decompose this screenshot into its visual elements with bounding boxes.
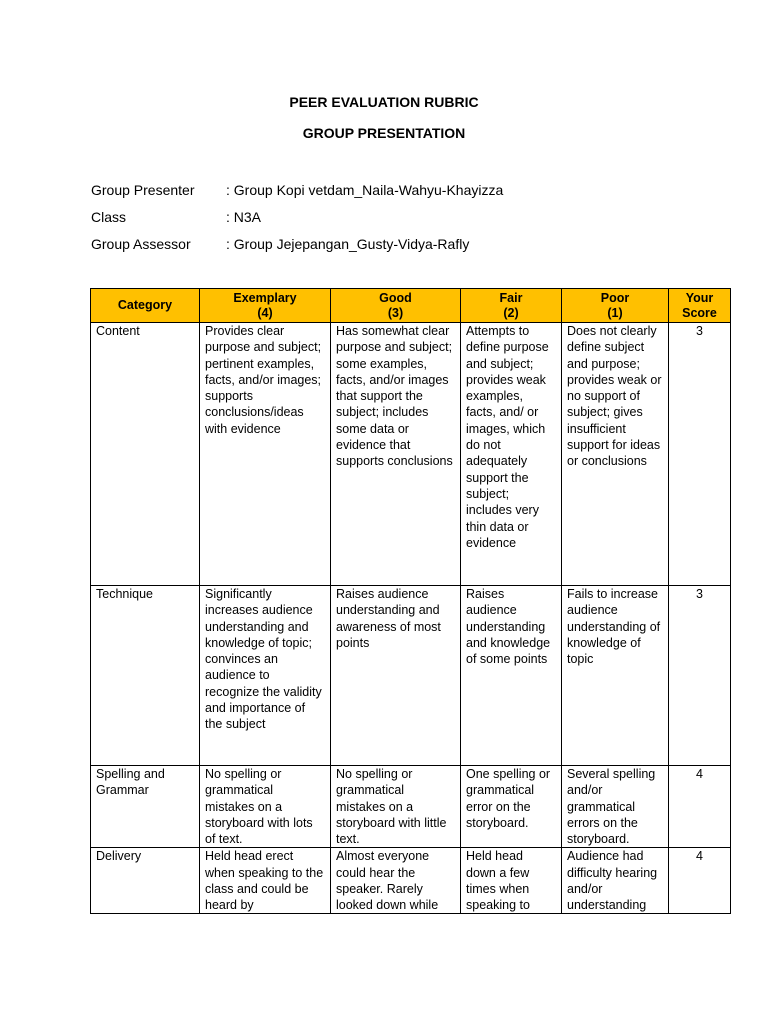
cell-poor: Several spelling and/or grammatical errors on the storyboard. bbox=[562, 766, 669, 848]
header-score: Your Score bbox=[669, 289, 731, 323]
info-value: : Group Kopi vetdam_Naila-Wahyu-Khayizza bbox=[226, 182, 504, 198]
cell-score: 4 bbox=[669, 766, 731, 848]
info-value: : Group Jejepangan_Gusty-Vidya-Rafly bbox=[226, 236, 470, 252]
cell-good: Raises audience understanding and awareness of most points bbox=[331, 586, 461, 766]
header-category: Category bbox=[91, 289, 200, 323]
cell-category: Delivery bbox=[91, 848, 200, 914]
cell-exemplary: Held head erect when speaking to the class and could be heard by bbox=[200, 848, 331, 914]
info-label: Class bbox=[91, 209, 127, 225]
header-poor: Poor (1) bbox=[562, 289, 669, 323]
table-row bbox=[91, 323, 731, 586]
cell-fair: Attempts to define purpose and subject; provides weak examples, facts, and/ or images, which do not adequately support the subject; includes very thin data or evidence bbox=[461, 323, 562, 586]
cell-category: Spelling and Grammar bbox=[91, 766, 200, 848]
rubric-table bbox=[90, 288, 731, 914]
cell-good: Has somewhat clear purpose and subject; some examples, facts, and/or images that support the subject; includes some data or evidence that supports conclusions bbox=[331, 323, 461, 586]
table-row bbox=[91, 586, 731, 766]
cell-poor: Audience had difficulty hearing and/or understanding bbox=[562, 848, 669, 914]
cell-category: Content bbox=[91, 323, 200, 586]
cell-fair: Held head down a few times when speaking to bbox=[461, 848, 562, 914]
info-value: : N3A bbox=[226, 209, 262, 225]
cell-good: No spelling or grammatical mistakes on a storyboard with little text. bbox=[331, 766, 461, 848]
cell-poor: Fails to increase audience understanding of knowledge of topic bbox=[562, 586, 669, 766]
cell-category: Technique bbox=[91, 586, 200, 766]
cell-exemplary: Provides clear purpose and subject; pertinent examples, facts, and/or images; supports conclusions/ideas with evidence bbox=[200, 323, 331, 586]
header-exemplary: Exemplary (4) bbox=[200, 289, 331, 323]
cell-score: 3 bbox=[669, 323, 731, 586]
cell-exemplary: Significantly increases audience understanding and knowledge of topic; convinces an audience to recognize the validity and importance of the subject bbox=[200, 586, 331, 766]
cell-score: 4 bbox=[669, 848, 731, 914]
document-title: PEER EVALUATION RUBRIC bbox=[289, 94, 479, 110]
cell-poor: Does not clearly define subject and purpose; provides weak or no support of subject; gives insufficient support for ideas or conclusions bbox=[562, 323, 669, 586]
header-good: Good (3) bbox=[331, 289, 461, 323]
table-row bbox=[91, 766, 731, 848]
cell-fair: Raises audience understanding and knowledge of some points bbox=[461, 586, 562, 766]
cell-good: Almost everyone could hear the speaker. Rarely looked down while bbox=[331, 848, 461, 914]
table-header-row bbox=[91, 289, 731, 323]
document-subtitle: GROUP PRESENTATION bbox=[302, 125, 466, 141]
cell-score: 3 bbox=[669, 586, 731, 766]
header-fair: Fair (2) bbox=[461, 289, 562, 323]
info-label: Group Assessor bbox=[91, 236, 191, 252]
info-label: Group Presenter bbox=[91, 182, 195, 198]
cell-exemplary: No spelling or grammatical mistakes on a storyboard with lots of text. bbox=[200, 766, 331, 848]
cell-fair: One spelling or grammatical error on the storyboard. bbox=[461, 766, 562, 848]
table-row bbox=[91, 848, 731, 914]
